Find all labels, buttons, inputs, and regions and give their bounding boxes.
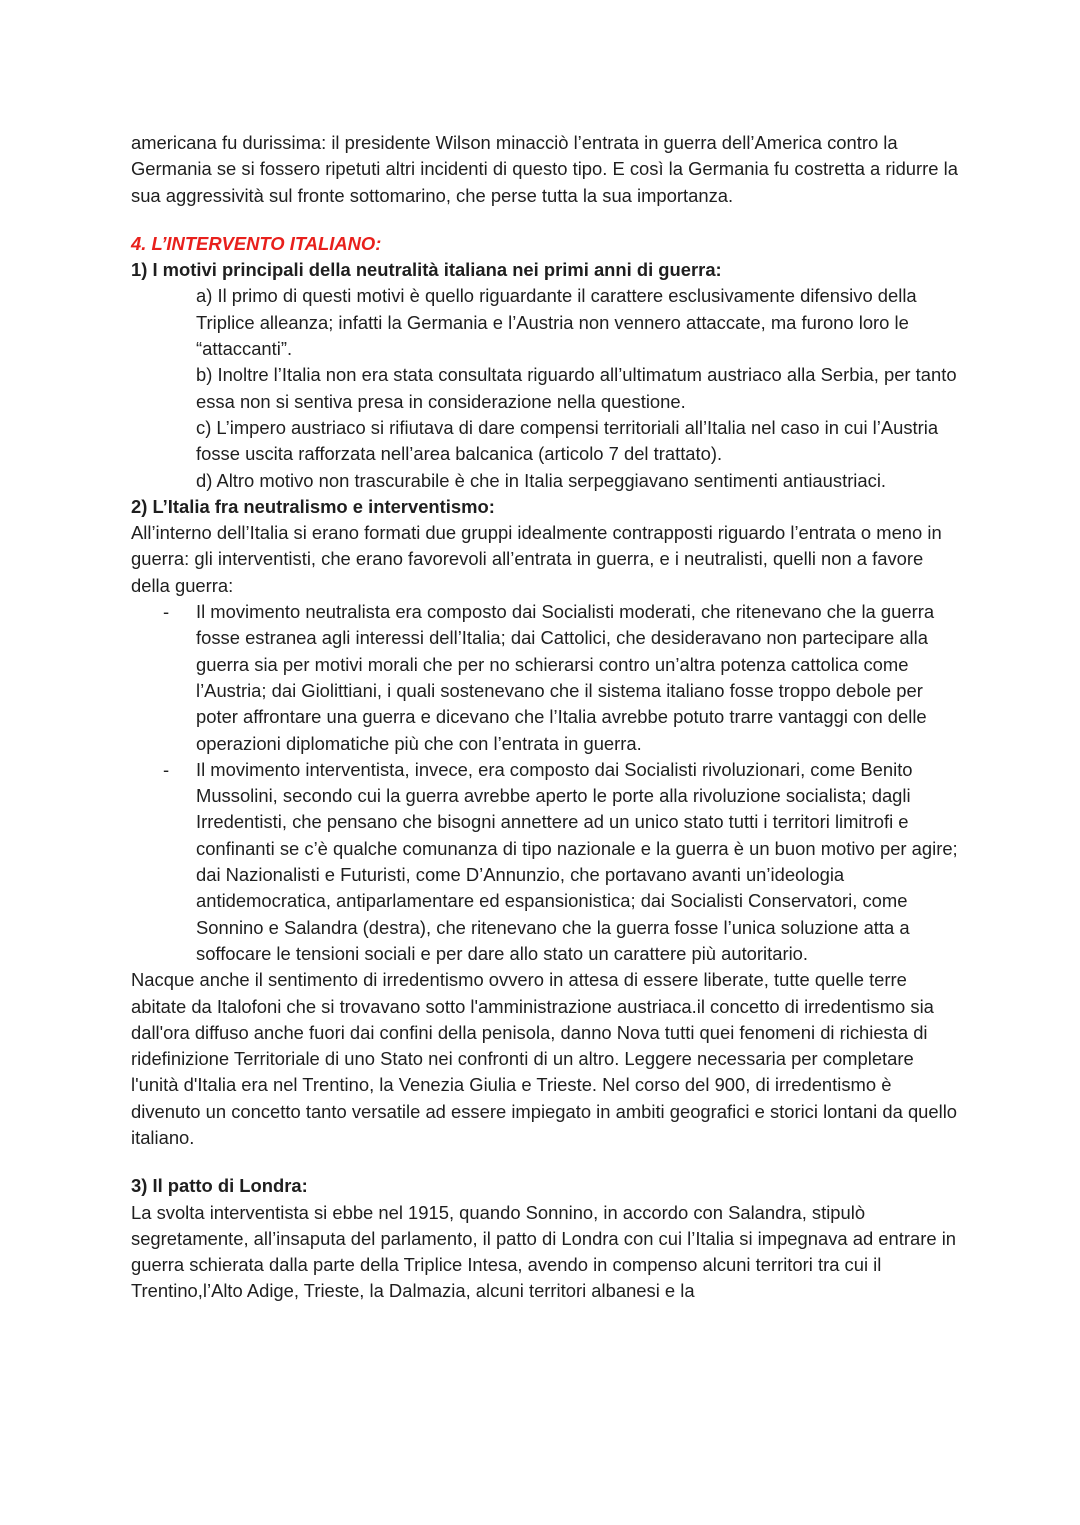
- reason-item: d) Altro motivo non trascurabile è che in Italia serpeggiavano sentimenti antiaustriaci.: [196, 469, 887, 491]
- reason-item: a) Il primo di questi motivi è quello riguardante il carattere esclusivamente difensivo della Triplice alleanza; infatti la Germania e l’Austria non vennero attaccate, ma furono loro le “attaccanti”.: [196, 285, 917, 360]
- spacer: [131, 209, 961, 231]
- london-pact-paragraph: La svolta interventista si ebbe nel 1915, quando Sonnino, in accordo con Salandra, stipulò segretamente, all’insaputa del parlamento, il patto di Londra con cui l’Italia si impegnava ad entrare in guerra schierata dalla parte della Triplice Intesa, avendo in compenso alcuni territori tra cui il Trentino,l’Alto Adige, Trieste, la Dalmazia, alcuni territori albanesi e la: [131, 1201, 957, 1302]
- movements-list: [131, 599, 961, 967]
- bullet-text: Il movimento neutralista era composto dai Socialisti moderati, che ritenevano che la guerra fosse estranea agli interessi dell’Italia; dai Cattolici, che desideravano non partecipare alla guerra sia per motivi morali che per no schierarsi contro un’altra potenza cattolica come l’Austria; dai Giolittiani, i quali sostenevano che il sistema italiano fosse troppo debole per poter affrontare una guerra e dicevano che l’Italia avrebbe potuto trarre vantaggi con delle operazioni diplomatiche più che con l’entrata in guerra.: [196, 601, 935, 754]
- bullet-marker: -: [163, 758, 170, 780]
- debate-intro: All’interno dell’Italia si erano formati due gruppi idealmente contrapposti riguardo l’entrata o meno in guerra: gli interventisti, che erano favorevoli all’entrata in guerra, e i neutralisti, quelli non a favore della guerra:: [131, 522, 942, 596]
- irredentism-paragraph: Nacque anche il sentimento di irredentismo ovvero in attesa di essere liberate, tutte quelle terre abitate da Italofoni che si trovavano sotto l'amministrazione austriaca.il concetto di irredentismo sia dall'ora diffuso anche fuori dai confini della penisola, danno Nova tutti quei fenomeni di richiesta di ridefinizione Territoriale di uno Stato nei confronti di un altro. Leggere necessaria per completare l'unità d'Italia era nel Trentino, la Venezia Giulia e Trieste. Nel corso del 900, di irredentismo è divenuto un concetto tanto versatile ad essere impiegato in ambiti geografici e storici lontani da quello italiano.: [131, 969, 958, 1148]
- reason-item: b) Inoltre l’Italia non era stata consultata riguardo all’ultimatum austriaco alla Serbia, per tanto essa non si sentiva presa in considerazione nella questione.: [196, 364, 957, 412]
- spacer: [131, 1151, 961, 1173]
- neutrality-heading: 1) I motivi principali della neutralità italiana nei primi anni di guerra:: [131, 259, 722, 281]
- debate-heading: 2) L’Italia fra neutralismo e interventismo:: [131, 495, 495, 517]
- london-pact-heading: 3) Il patto di Londra:: [131, 1175, 308, 1197]
- list-item: [131, 599, 961, 757]
- neutrality-reasons-list: [131, 283, 961, 493]
- document-page: [131, 130, 961, 1305]
- reason-item: c) L’impero austriaco si rifiutava di dare compensi territoriali all’Italia nel caso in cui l’Austria fosse uscita rafforzata nell’area balcanica (articolo 7 del trattato).: [196, 416, 939, 465]
- bullet-marker: -: [163, 601, 170, 623]
- section-title: 4. L’INTERVENTO ITALIANO:: [131, 232, 382, 254]
- bullet-text: Il movimento interventista, invece, era composto dai Socialisti rivoluzionari, come Benito Mussolini, secondo cui la guerra avrebbe aperto le porte alla rivoluzione socialista; dagli Irredentisti, che pensano che bisogni annettere ad un unico stato tutti i territori limitrofi e confinanti se c’è qualche comunanza di tipo nazionale e la guerra è un buon motivo per agire; dai Nazionalisti e Futuristi, come D’Annunzio, che portavano avanti un’ideologia antidemocratica, antiparlamentare ed espansionistica; dai Socialisti Conservatori, come Sonnino e Salandra (destra), che ritenevano che la guerra fosse l’unica soluzione atta a soffocare le tensioni sociali e per dare allo stato un carattere più autoritario.: [196, 758, 958, 964]
- list-item: [131, 757, 961, 967]
- intro-paragraph: americana fu durissima: il presidente Wilson minacciò l’entrata in guerra dell’America contro la Germania se si fossero ripetuti altri incidenti di questo tipo. E così la Germania fu costretta a ridurre la sua aggressività sul fronte sottomarino, che perse tutta la sua importanza.: [131, 132, 958, 206]
